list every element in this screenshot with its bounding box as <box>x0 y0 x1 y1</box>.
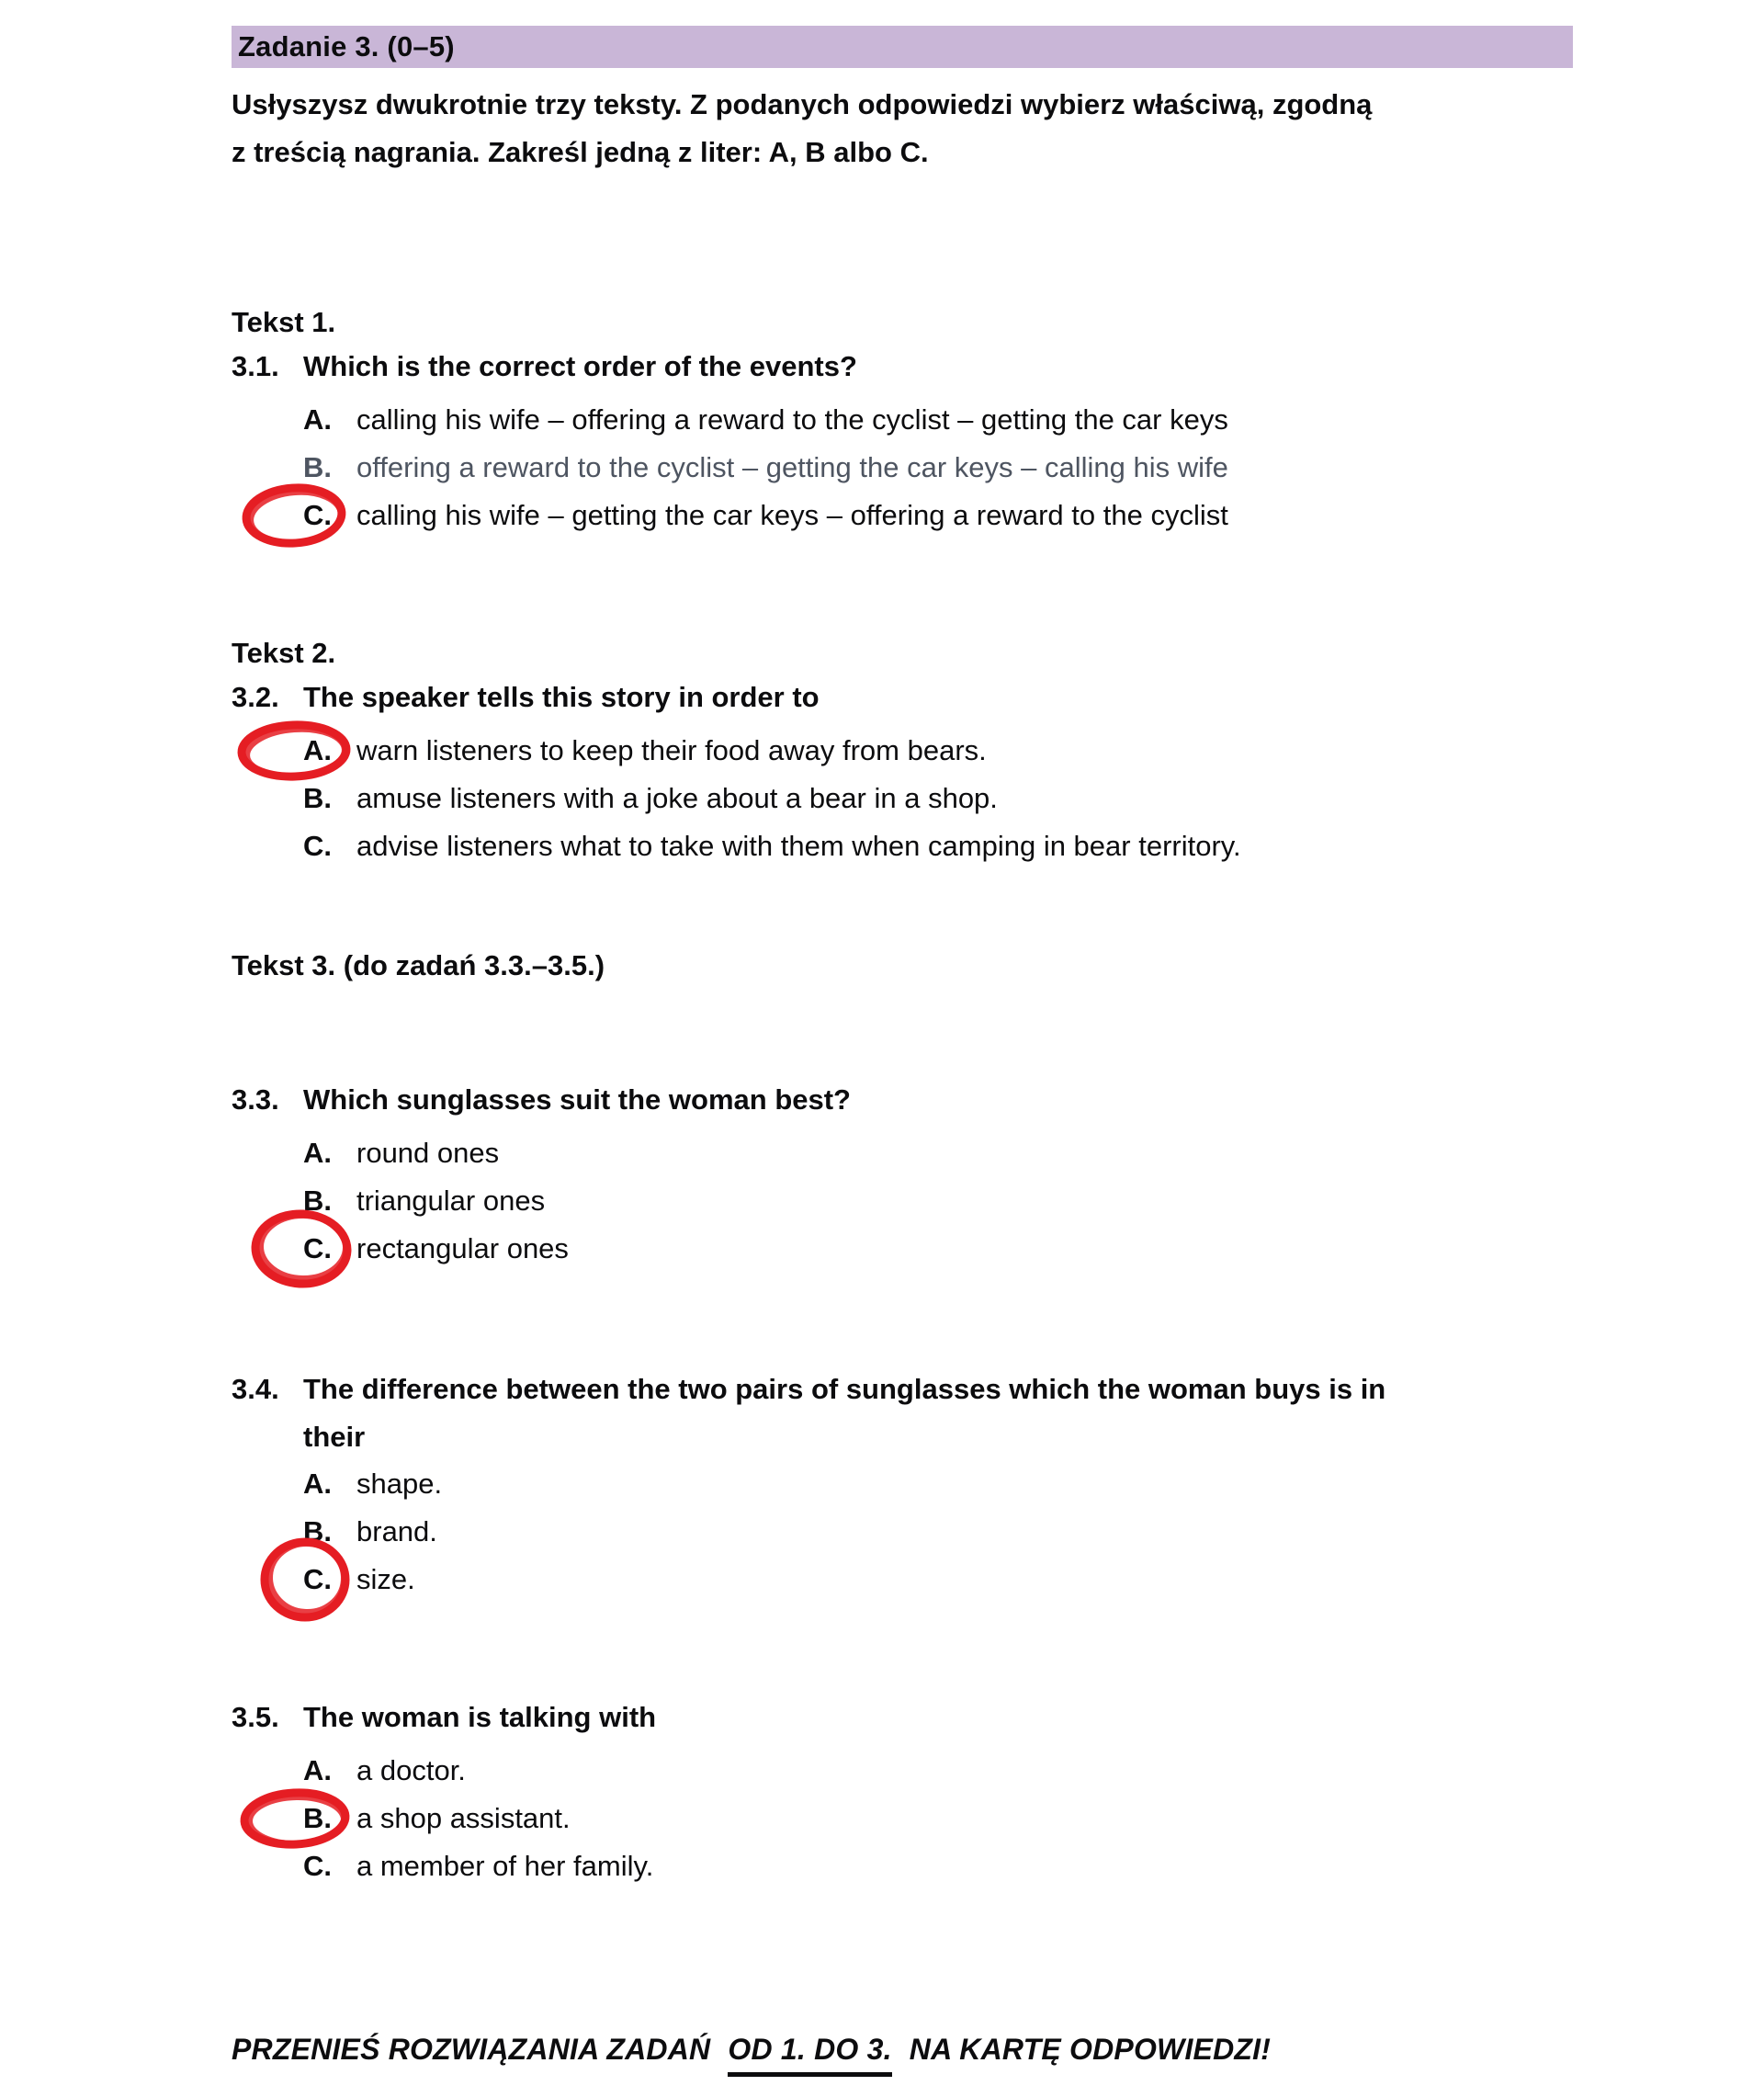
question-3-3 <box>232 1083 1599 1117</box>
question-text: Which sunglasses suit the woman best? <box>303 1083 851 1116</box>
section-heading-tekst-1: Tekst 1. <box>232 306 336 338</box>
option-text: a doctor. <box>356 1754 466 1786</box>
task-instructions <box>232 81 1599 176</box>
question-3-2 <box>232 680 1599 715</box>
question-number: 3.5. <box>232 1701 279 1733</box>
instructions-line-1: Usłyszysz dwukrotnie trzy teksty. Z podanych odpowiedzi wybierz właściwą, zgodną <box>232 88 1373 120</box>
red-circle-mark-icon <box>236 1784 354 1853</box>
option-letter-circled <box>303 1231 356 1266</box>
question-3-1 <box>232 349 1599 384</box>
option-text: advise listeners what to take with them when camping in bear territory. <box>356 830 1241 862</box>
option-3-2-a <box>232 733 1599 768</box>
section-heading-tekst-3: Tekst 3. (do zadań 3.3.–3.5.) <box>232 949 605 981</box>
option-text: offering a reward to the cyclist – getting the car keys – calling his wife <box>356 451 1228 483</box>
task-title: Zadanie 3. (0–5) <box>238 30 455 62</box>
option-letter: A. <box>303 734 332 766</box>
option-text: warn listeners to keep their food away from bears. <box>356 734 987 766</box>
task-header-bar <box>232 26 1573 68</box>
footer-text-after: NA KARTĘ ODPOWIEDZI! <box>909 2033 1272 2066</box>
red-circle-mark-icon <box>237 480 351 551</box>
option-3-4-a <box>232 1467 1599 1502</box>
transfer-answers-note <box>232 2031 1599 2068</box>
option-text: triangular ones <box>356 1185 546 1217</box>
option-3-1-a <box>232 402 1599 437</box>
page-content <box>0 26 1764 2068</box>
question-text-line-2: their <box>303 1421 366 1453</box>
red-circle-mark-icon <box>233 716 355 786</box>
option-3-4-c <box>232 1562 1599 1597</box>
option-text: calling his wife – getting the car keys – offering a reward to the cyclist <box>356 499 1228 531</box>
question-text: The woman is talking with <box>303 1701 657 1733</box>
option-3-3-a <box>232 1136 1599 1171</box>
option-letter: C. <box>303 1850 332 1882</box>
option-text: size. <box>356 1563 415 1595</box>
option-text: amuse listeners with a joke about a bear in a shop. <box>356 782 998 814</box>
option-text: calling his wife – offering a reward to the cyclist – getting the car keys <box>356 403 1228 436</box>
option-3-3-c <box>232 1231 1599 1266</box>
question-number: 3.3. <box>232 1083 279 1116</box>
option-text: brand. <box>356 1515 437 1547</box>
option-letter: B. <box>303 782 332 814</box>
section-heading-tekst-2: Tekst 2. <box>232 637 336 669</box>
option-3-5-a <box>232 1753 1599 1788</box>
option-letter: C. <box>303 1232 332 1264</box>
question-3-4 <box>232 1366 1599 1461</box>
option-text: rectangular ones <box>356 1232 569 1264</box>
question-3-5 <box>232 1700 1599 1735</box>
question-number: 3.4. <box>232 1373 279 1405</box>
option-3-2-b <box>232 781 1599 816</box>
instructions-line-2: z treścią nagrania. Zakreśl jedną z liter: A, B albo C. <box>232 136 929 168</box>
option-letter: B. <box>303 1515 332 1547</box>
option-letter: B. <box>303 1185 332 1217</box>
option-3-3-b <box>232 1184 1599 1219</box>
option-letter: A. <box>303 1754 332 1786</box>
option-text: round ones <box>356 1137 500 1169</box>
question-text-line-1: The difference between the two pairs of sunglasses which the woman buys is in <box>303 1373 1386 1405</box>
option-letter-circled <box>303 733 356 768</box>
question-number: 3.1. <box>232 350 279 382</box>
option-letter: A. <box>303 1137 332 1169</box>
option-3-5-b <box>232 1801 1599 1836</box>
option-letter-circled <box>303 1801 356 1836</box>
option-letter: C. <box>303 830 332 862</box>
footer-text-underlined: OD 1. DO 3. <box>728 2033 891 2077</box>
option-text: a member of her family. <box>356 1850 654 1882</box>
option-letter-circled <box>303 498 356 533</box>
option-text: shape. <box>356 1468 443 1500</box>
option-letter: A. <box>303 1468 332 1500</box>
option-text: a shop assistant. <box>356 1802 571 1834</box>
option-letter: C. <box>303 1563 332 1595</box>
option-letter: A. <box>303 403 332 436</box>
option-letter-circled <box>303 1562 356 1597</box>
question-text: Which is the correct order of the events? <box>303 350 857 382</box>
footer-text-before: PRZENIEŚ ROZWIĄZANIA ZADAŃ <box>232 2033 711 2066</box>
option-3-4-b <box>232 1514 1599 1549</box>
question-text: The speaker tells this story in order to <box>303 681 820 713</box>
question-text <box>303 1366 1385 1461</box>
red-circle-mark-icon <box>247 1206 356 1292</box>
option-3-2-c <box>232 829 1599 864</box>
question-number: 3.2. <box>232 681 279 713</box>
option-3-1-b <box>232 450 1599 485</box>
option-letter: B. <box>303 1802 332 1834</box>
option-letter: C. <box>303 499 332 531</box>
option-letter: B. <box>303 451 332 483</box>
option-3-1-c <box>232 498 1599 533</box>
option-3-5-c <box>232 1849 1599 1884</box>
